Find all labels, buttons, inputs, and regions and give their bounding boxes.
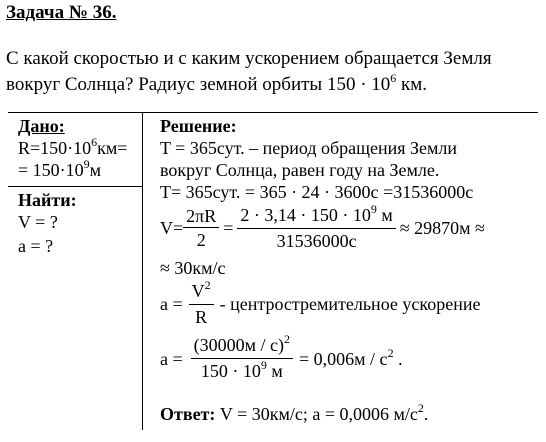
given-radius-line1: $R=150\cdot 10^6км=$ (18, 135, 128, 158)
solution-line2: вокруг Солнца, равен году на Земле. (160, 160, 440, 180)
answer-label: Ответ: (160, 404, 216, 424)
velocity-approx: ≈ 29870м ≈ (399, 218, 485, 238)
find-acceleration: a = ? (18, 236, 54, 256)
solution-line1: T = 365сут. – период обращения Земли (160, 138, 458, 158)
velocity-fraction-formula: $\frac{2\pi R}{2}$ (183, 205, 219, 252)
acceleration-note: - центростремительное ускорение (219, 294, 481, 314)
velocity-fraction-values: $\frac{2 \cdot 3,14 \cdot 150 \cdot 10^9 м}{31536000с}$ (237, 204, 395, 253)
acceleration-fraction: $\frac{V^2}{R}$ (189, 280, 214, 329)
given-radius-line2: = $150\cdot 10^9м$ (18, 157, 102, 180)
acceleration-calc-fraction: $\frac{(30000м / с)^2}{150 \cdot 10^9 м}$ (191, 334, 293, 385)
acceleration-calc: a = $\frac{(30000м / с)^2}{150 \cdot 10^9 м}$ = $0,006м / с^2$ . (160, 334, 403, 385)
velocity-result: ≈ 30км/с (160, 258, 226, 278)
find-heading: Найти: (18, 190, 77, 210)
problem-text-line2: вокруг Солнца? Радиус земной орбиты $150 \cdot 10^6$ км. (6, 71, 428, 95)
acceleration-formula: a = $\frac{V^2}{R}$ - центростремительное ускорение (160, 278, 481, 327)
velocity-lhs: V= (160, 218, 184, 238)
problem-text-line1: С какой скоростью и с каким ускорением обращается Земля (6, 48, 492, 69)
problem-title: Задача № 36. (6, 2, 117, 23)
given-heading: Дано: (18, 116, 65, 136)
solution-heading: Решение: (160, 116, 237, 136)
table-divider (142, 112, 143, 430)
answer: Ответ: V = 30км/с; a = 0,0006 $м/с^2$. (160, 401, 429, 424)
given-find-separator (8, 186, 142, 187)
solution-period-calc: T= 365сут. = 365 · 24 · 3600с =31536000с (160, 182, 474, 202)
table-top-border (8, 112, 538, 113)
velocity-equation: V= $\frac{2\pi R}{2}$ = $\frac{2 \cdot 3,14 \cdot 150 \cdot 10^9 м}{31536000с}$ ≈ 29870м ≈ (160, 202, 485, 251)
find-velocity: V = ? (18, 212, 58, 232)
